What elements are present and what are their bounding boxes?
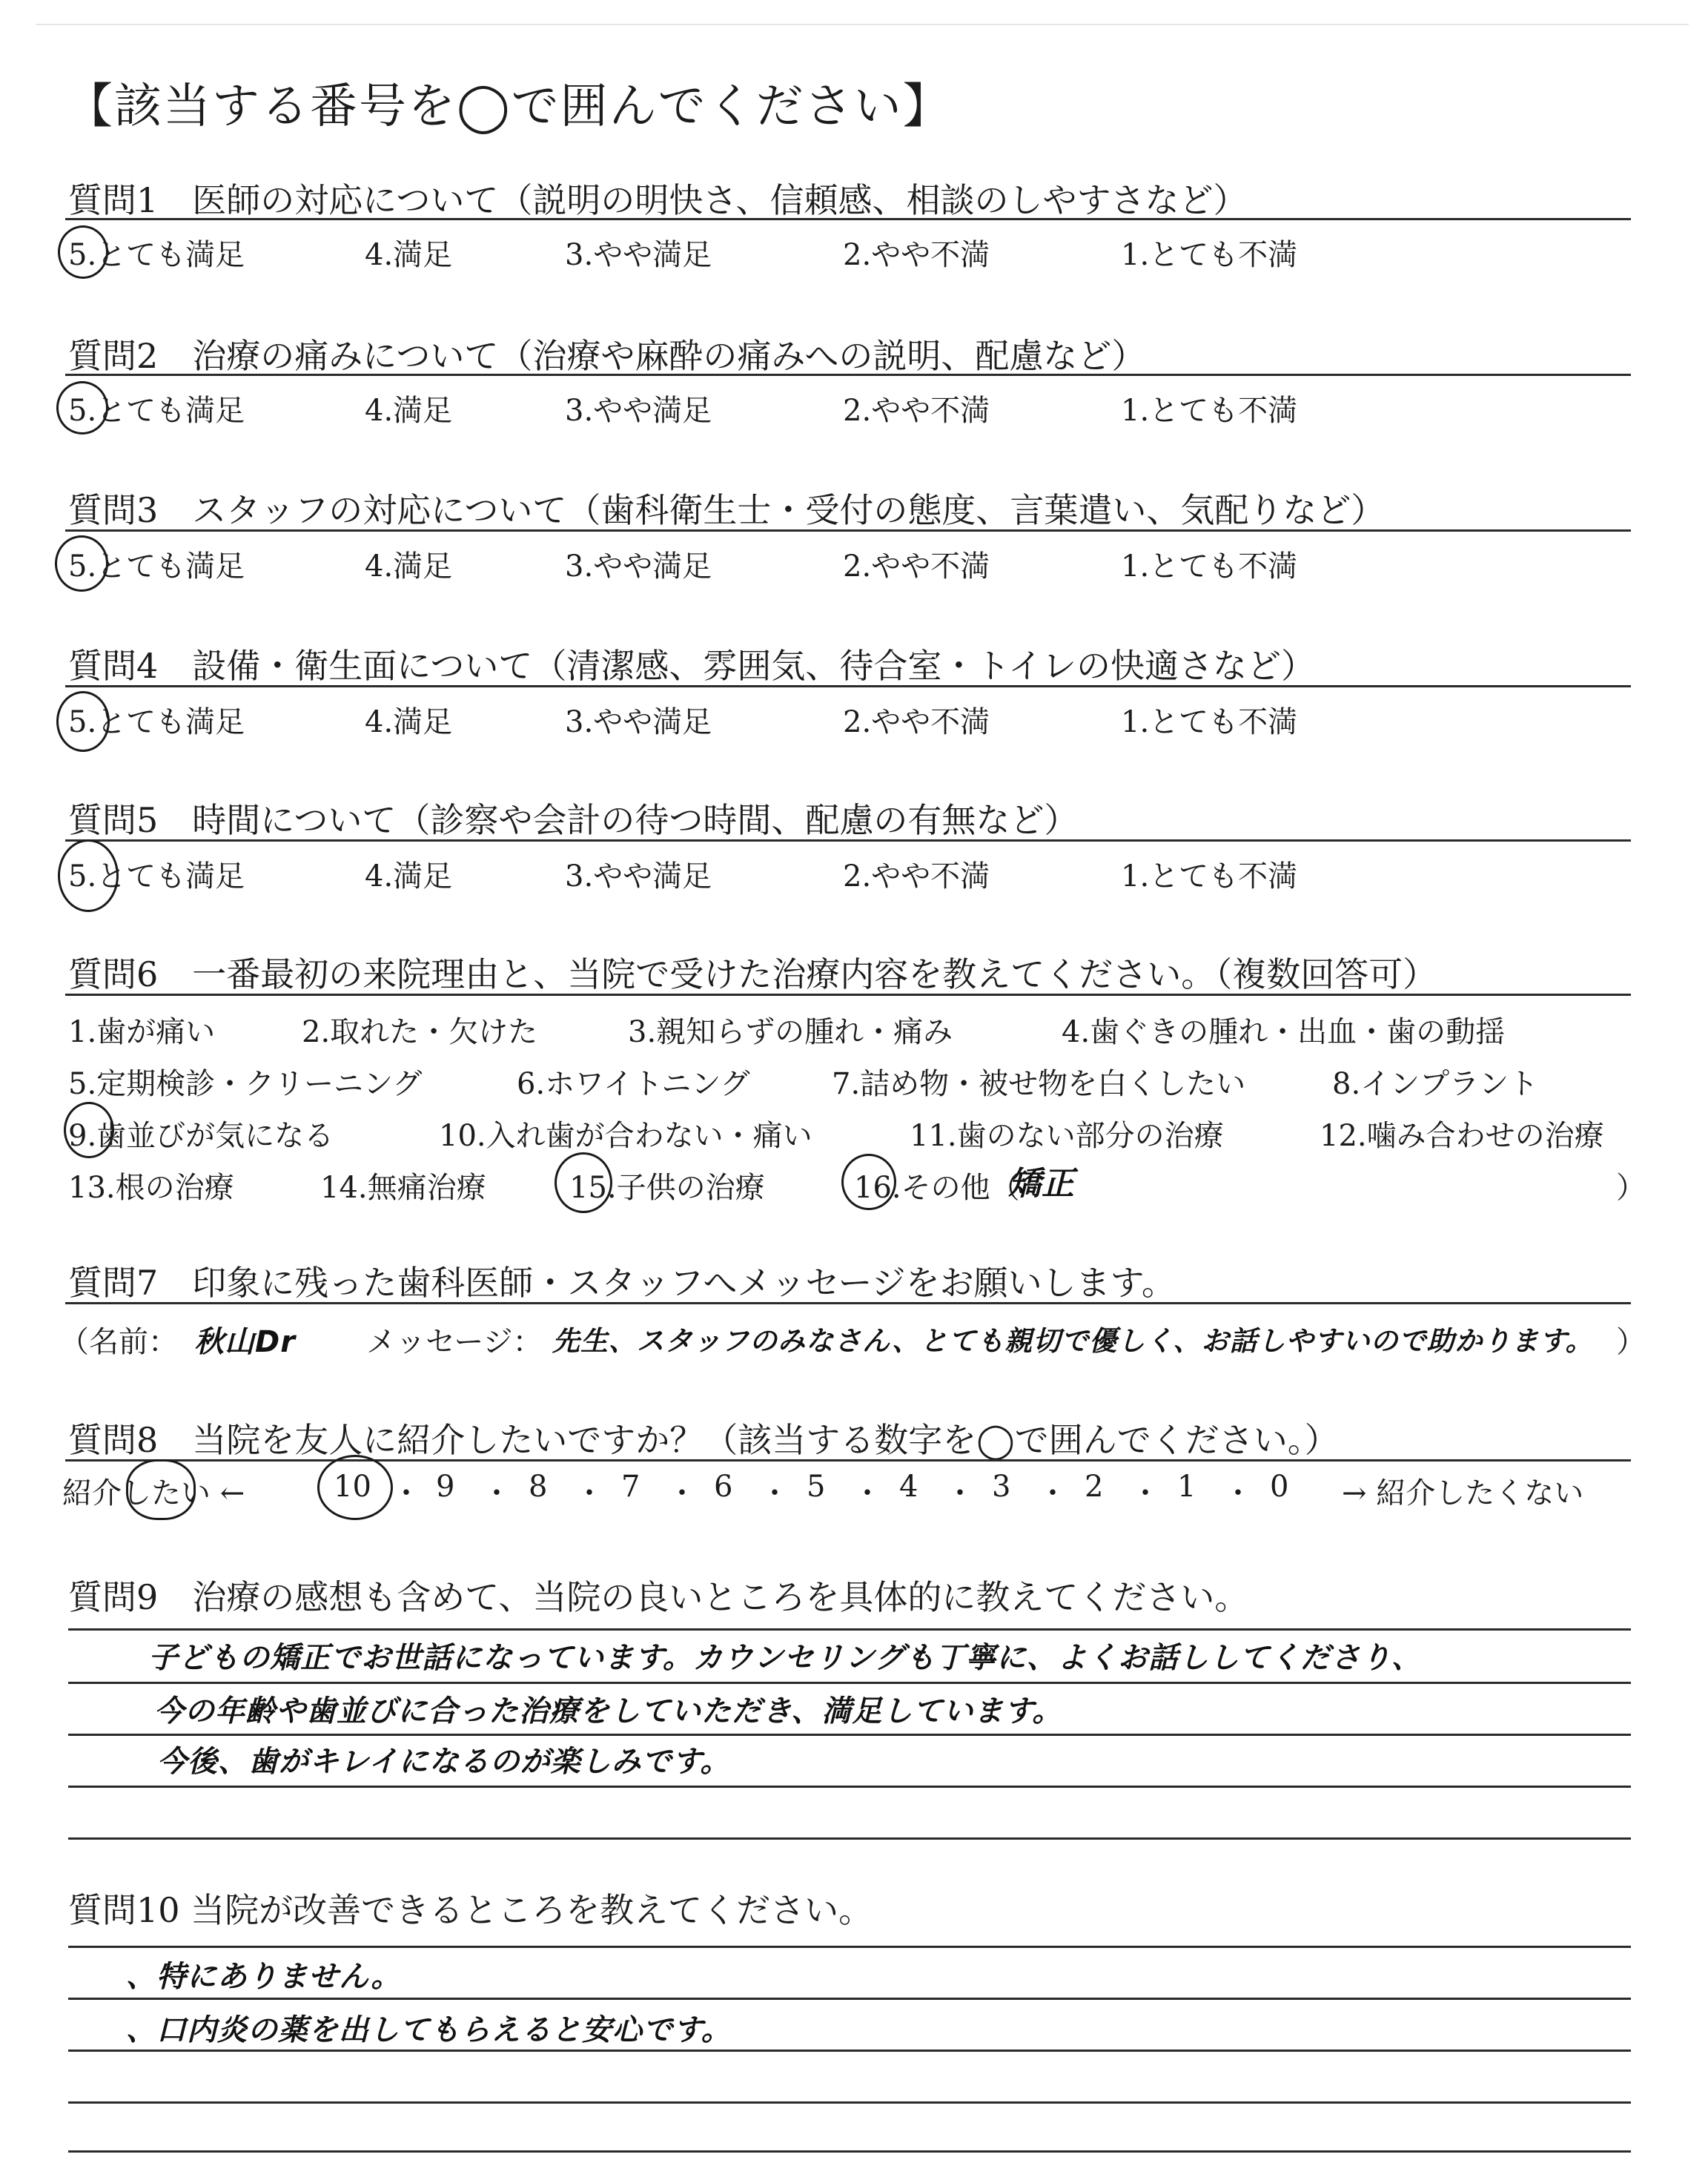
question-5-options xyxy=(68,853,1632,894)
question-2-options xyxy=(68,387,1632,429)
q6-option-16-close: ） xyxy=(1616,1171,1646,1205)
question-9: 質問9 治療の感想も含めて、当院の良いところを具体的に教えてください。 xyxy=(68,1577,1249,1617)
q6-option-2[interactable]: 2.取れた・欠けた xyxy=(302,1015,538,1049)
q6-other-handwritten: 矯正 xyxy=(1008,1165,1075,1203)
q8-dot: ・ xyxy=(945,1476,975,1510)
q1-option-3[interactable]: 3.やや満足 xyxy=(565,238,712,272)
q8-dot: ・ xyxy=(667,1476,697,1510)
question-4-rule xyxy=(65,685,1631,687)
q9-writing-line-1 xyxy=(68,1628,1631,1631)
q8-number-6[interactable]: 6 xyxy=(714,1470,733,1504)
q8-dot: ・ xyxy=(853,1476,882,1510)
q8-dot: ・ xyxy=(482,1476,512,1510)
question-3-rule xyxy=(65,529,1631,532)
q2-option-4[interactable]: 4.満足 xyxy=(365,394,453,428)
q8-dot: ・ xyxy=(1038,1476,1068,1510)
q8-number-1[interactable]: 1 xyxy=(1177,1470,1196,1504)
q5-option-1[interactable]: 1.とても不満 xyxy=(1121,859,1298,894)
q6-option-8[interactable]: 8.インプラント xyxy=(1332,1067,1539,1101)
q10-answer-line-2: 、口内炎の薬を出してもらえると安心です。 xyxy=(126,2013,732,2047)
q1-option-2[interactable]: 2.やや不満 xyxy=(843,238,990,272)
q6-option-7[interactable]: 7.詰め物・被せ物を白くしたい xyxy=(832,1067,1246,1101)
question-10: 質問10 当院が改善できるところを教えてください。 xyxy=(68,1890,873,1930)
q10-writing-line-4 xyxy=(68,2101,1631,2104)
q6-option-14[interactable]: 14.無痛治療 xyxy=(320,1171,486,1205)
q6-option-3[interactable]: 3.親知らずの腫れ・痛み xyxy=(628,1015,953,1049)
q5-option-5[interactable]: 5.とても満足 xyxy=(68,859,245,894)
question-6-rule xyxy=(65,994,1631,996)
q8-number-4[interactable]: 4 xyxy=(899,1470,918,1504)
q3-option-3[interactable]: 3.やや満足 xyxy=(565,549,712,584)
q4-option-1[interactable]: 1.とても不満 xyxy=(1121,705,1298,739)
q6-option-4[interactable]: 4.歯ぐきの腫れ・出血・歯の動揺 xyxy=(1062,1015,1506,1049)
q8-number-10-circle-mark xyxy=(317,1455,393,1520)
q1-option-5[interactable]: 5.とても満足 xyxy=(68,238,245,272)
q10-answer-line-1: 、特にありません。 xyxy=(126,1960,402,1994)
q8-number-7[interactable]: 7 xyxy=(621,1470,640,1504)
q4-option-2[interactable]: 2.やや不満 xyxy=(843,705,990,739)
q6-option-13[interactable]: 13.根の治療 xyxy=(68,1171,234,1205)
question-6: 質問6 一番最初の来院理由と、当院で受けた治療内容を教えてください。（複数回答可） xyxy=(68,954,1437,994)
q1-option-4[interactable]: 4.満足 xyxy=(365,238,453,272)
question-1-rule xyxy=(65,218,1631,220)
q3-option-4[interactable]: 4.満足 xyxy=(365,549,453,584)
q8-left-label: 紹介したい ← xyxy=(62,1476,245,1510)
q1-circle-mark xyxy=(58,225,108,279)
q8-dot: ・ xyxy=(1223,1476,1253,1510)
q3-option-1[interactable]: 1.とても不満 xyxy=(1121,549,1298,584)
q6-option-9[interactable]: 9.歯並びが気になる xyxy=(68,1119,334,1153)
question-5-rule xyxy=(65,839,1631,842)
q4-option-3[interactable]: 3.やや満足 xyxy=(565,705,712,739)
question-4: 質問4 設備・衛生面について（清潔感、雰囲気、待合室・トイレの快適さなど） xyxy=(68,646,1316,686)
q9-answer-line-3: 今後、歯がキレイになるのが楽しみです。 xyxy=(157,1745,731,1779)
q2-option-5[interactable]: 5.とても満足 xyxy=(68,394,245,428)
q5-circle-mark xyxy=(58,839,119,912)
q10-writing-line-1 xyxy=(68,1946,1631,1948)
q6-option-12[interactable]: 12.噛み合わせの治療 xyxy=(1320,1119,1604,1153)
q6-option-15[interactable]: 15.子供の治療 xyxy=(569,1171,765,1205)
q2-option-2[interactable]: 2.やや不満 xyxy=(843,394,990,428)
q1-option-1[interactable]: 1.とても不満 xyxy=(1121,238,1298,272)
q4-option-4[interactable]: 4.満足 xyxy=(365,705,453,739)
q4-option-5[interactable]: 5.とても満足 xyxy=(68,705,245,739)
q8-dot: ・ xyxy=(1131,1476,1160,1510)
q8-dot: ・ xyxy=(391,1476,421,1510)
q6-option-10[interactable]: 10.入れ歯が合わない・痛い xyxy=(439,1119,812,1153)
q9-writing-line-5 xyxy=(68,1837,1631,1840)
q9-writing-line-4 xyxy=(68,1786,1631,1788)
page-top-edge xyxy=(36,24,1689,25)
question-3: 質問3 スタッフの対応について（歯科衛生士・受付の態度、言葉遣い、気配りなど） xyxy=(68,490,1386,530)
q8-right-label: → 紹介したくない xyxy=(1342,1476,1584,1510)
q10-writing-line-2 xyxy=(68,1998,1631,2000)
q8-number-3[interactable]: 3 xyxy=(992,1470,1011,1504)
q8-number-8[interactable]: 8 xyxy=(529,1470,548,1504)
q7-message-label: メッセージ： xyxy=(366,1325,543,1359)
question-2: 質問2 治療の痛みについて（治療や麻酔の痛みへの説明、配慮など） xyxy=(68,336,1146,376)
q7-name-value: 秋山Dr xyxy=(194,1325,296,1359)
question-8: 質問8 当院を友人に紹介したいですか？（該当する数字を◯で囲んでください。） xyxy=(68,1420,1339,1460)
q8-number-10[interactable]: 10 xyxy=(334,1470,371,1504)
q7-close-paren: ） xyxy=(1616,1325,1646,1359)
q9-answer-line-1: 子どもの矯正でお世話になっています。カウンセリングも丁寧に、よくお話ししてくださり、 xyxy=(148,1641,1422,1675)
q8-number-5[interactable]: 5 xyxy=(807,1470,826,1504)
q7-message-value: 先生、スタッフのみなさん、とても親切で優しく、お話しやすいので助かります。 xyxy=(552,1325,1594,1357)
q5-option-4[interactable]: 4.満足 xyxy=(365,859,453,894)
q10-writing-line-5 xyxy=(68,2150,1631,2153)
q3-option-2[interactable]: 2.やや不満 xyxy=(843,549,990,584)
q8-number-2[interactable]: 2 xyxy=(1085,1470,1104,1504)
q8-dot: ・ xyxy=(760,1476,790,1510)
page-title: 【該当する番号を◯で囲んでください】 xyxy=(65,79,952,134)
q8-left-label-circle-mark xyxy=(126,1459,196,1520)
q6-option-6[interactable]: 6.ホワイトニング xyxy=(517,1067,750,1101)
q9-writing-line-2 xyxy=(68,1682,1631,1684)
q2-circle-mark xyxy=(56,381,108,435)
q4-circle-mark xyxy=(56,691,110,752)
q5-option-2[interactable]: 2.やや不満 xyxy=(843,859,990,894)
q9-answer-line-2: 今の年齢や歯並びに合った治療をしていただき、満足しています。 xyxy=(154,1694,1063,1728)
question-1: 質問1 医師の対応について（説明の明快さ、信頼感、相談のしやすさなど） xyxy=(68,180,1248,220)
question-4-options xyxy=(68,698,1632,740)
q2-option-3[interactable]: 3.やや満足 xyxy=(565,394,712,428)
q6-option-16[interactable]: 16.その他（ xyxy=(854,1171,1020,1205)
q2-option-1[interactable]: 1.とても不満 xyxy=(1121,394,1298,428)
question-5: 質問5 時間について（診察や会計の待つ時間、配慮の有無など） xyxy=(68,800,1079,840)
question-3-options xyxy=(68,543,1632,584)
question-1-options xyxy=(68,231,1632,273)
q8-dot: ・ xyxy=(575,1476,604,1510)
q5-option-3[interactable]: 3.やや満足 xyxy=(565,859,712,894)
q6-option-5[interactable]: 5.定期検診・クリーニング xyxy=(68,1067,423,1101)
q6-option-11[interactable]: 11.歯のない部分の治療 xyxy=(910,1119,1224,1153)
q6-option-16-circle-mark xyxy=(841,1154,896,1210)
q8-number-9[interactable]: 9 xyxy=(436,1470,455,1504)
q9-writing-line-3 xyxy=(68,1734,1631,1736)
q8-number-0[interactable]: 0 xyxy=(1270,1470,1289,1504)
q6-option-1[interactable]: 1.歯が痛い xyxy=(68,1015,216,1049)
question-7: 質問7 印象に残った歯科医師・スタッフへメッセージをお願いします。 xyxy=(68,1263,1176,1303)
q3-option-5[interactable]: 5.とても満足 xyxy=(68,549,245,584)
question-2-rule xyxy=(65,374,1631,376)
question-7-rule xyxy=(65,1302,1631,1304)
q7-name-label: （名前： xyxy=(59,1325,178,1359)
q3-circle-mark xyxy=(55,535,108,592)
q6-option-15-circle-mark xyxy=(555,1152,612,1213)
q10-writing-line-3 xyxy=(68,2050,1631,2052)
question-8-rule xyxy=(65,1459,1631,1462)
q6-option-9-circle-mark xyxy=(64,1102,114,1158)
